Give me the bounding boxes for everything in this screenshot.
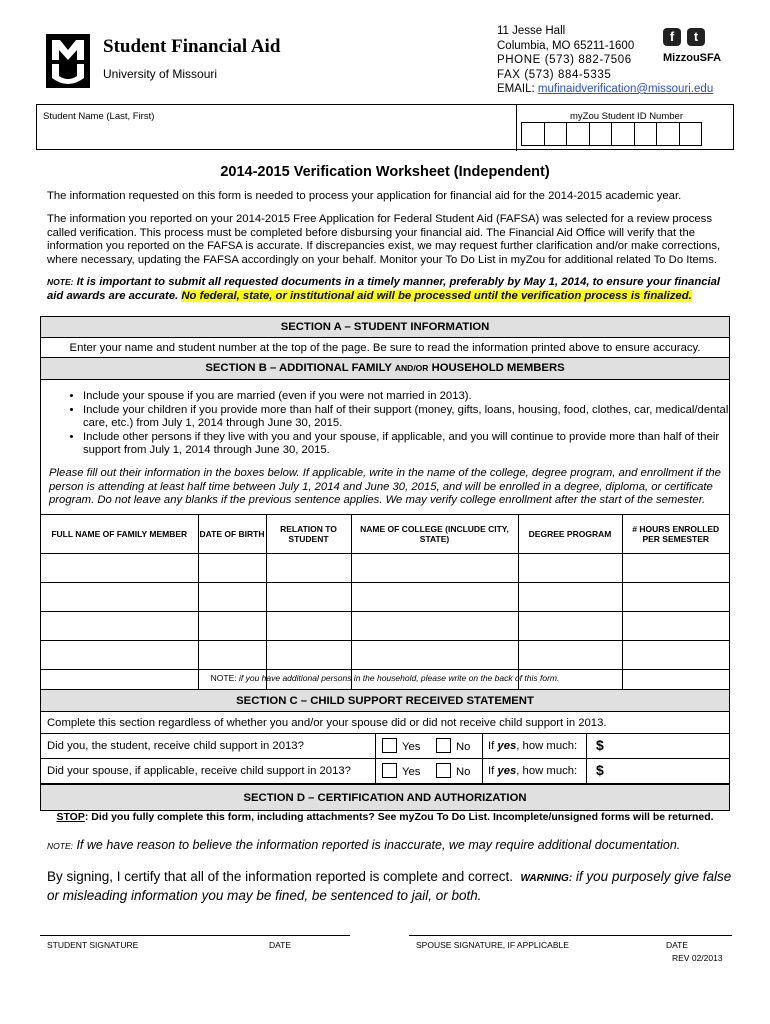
- table-note-label: NOTE:: [210, 673, 237, 683]
- table-cell[interactable]: [351, 554, 518, 583]
- table-row: [41, 612, 729, 641]
- deadline-note: [47, 276, 727, 303]
- question-student: Did you, the student, receive child support in 2013?: [47, 740, 304, 752]
- no-checkbox[interactable]: [436, 763, 451, 778]
- student-name-label: Student Name (Last, First): [43, 111, 155, 122]
- section-c-heading: SECTION C – CHILD SUPPORT RECEIVED STATEMENT: [41, 689, 729, 712]
- spouse-signature-label: SPOUSE SIGNATURE, IF APPLICABLE: [416, 940, 569, 950]
- amount-label: [488, 740, 577, 752]
- yes-checkbox[interactable]: [382, 738, 397, 753]
- table-note-text: if you have additional persons in the household, please write on the back of this form.: [236, 673, 560, 683]
- revision-label: REV 02/2013: [672, 953, 723, 963]
- spouse-date-label: DATE: [666, 940, 689, 950]
- section-b-heading-small: AND/OR: [394, 363, 429, 373]
- id-digit-cell[interactable]: [589, 122, 613, 146]
- table-cell[interactable]: [41, 641, 198, 670]
- stop-label: STOP: [56, 811, 85, 823]
- yes-label: Yes: [402, 766, 421, 778]
- id-digit-cell[interactable]: [566, 122, 590, 146]
- intro-paragraph-2: The information you reported on your 2014-2015 Free Application for Federal Student Aid (FAFSA) was selected for a review process called verification. This process must be completed before disbursing your financial aid. The Financial Aid Office will verify that the information you reported on the FAFSA is accurate. If discrepancies exist, we may request further clarification and/or make corrections, where necessary, updating the FAFSA accordingly on your behalf. Monitor your To Do List in myZou for additional related To Do Items.: [47, 213, 721, 266]
- child-support-row-spouse: [41, 759, 729, 784]
- table-header-row: [41, 515, 729, 554]
- household-instructions: Please fill out their information in the boxes below. If applicable, write in the name of the college, degree program, and enrollment if the person is attending at least half time between July 1, 2014 and June 30, 2015, and will be enrolled in a degree, diploma, or certificate program. Do not leave any blanks if the previous sentence applies. We may verify college enrollment after the start of the semester.: [49, 467, 721, 507]
- section-b-heading-pre: SECTION B – ADDITIONAL FAMILY: [205, 362, 395, 374]
- table-cell[interactable]: [198, 554, 266, 583]
- warning-text: if you purposely give false or misleading information you may be fined, be sentenced to jail, or both.: [47, 869, 732, 903]
- student-date-label: DATE: [269, 940, 292, 950]
- university-name: University of Missouri: [103, 67, 218, 81]
- id-digit-cell[interactable]: [544, 122, 568, 146]
- social-icons: [663, 28, 711, 46]
- address-line-2: Columbia, MO 65211-1600: [497, 39, 635, 52]
- col-header-college: NAME OF COLLEGE (INCLUDE CITY, STATE): [351, 515, 518, 554]
- table-note: [41, 673, 729, 683]
- email-label: EMAIL:: [497, 83, 535, 95]
- table-cell[interactable]: [351, 583, 518, 612]
- if-yes: yes: [497, 740, 517, 752]
- no-label: No: [456, 766, 471, 778]
- table-cell[interactable]: [266, 554, 351, 583]
- if-pre: If: [488, 740, 498, 752]
- divider: [375, 759, 376, 783]
- table-row: [41, 583, 729, 612]
- divider: [375, 734, 376, 758]
- documentation-note: [47, 838, 680, 852]
- student-id-cells[interactable]: [521, 122, 701, 146]
- note-text: If we have reason to believe the information reported is inaccurate, we may require additional documentation.: [72, 838, 681, 852]
- table-cell[interactable]: [351, 641, 518, 670]
- yes-checkbox[interactable]: [382, 763, 397, 778]
- student-info-box: [36, 104, 734, 150]
- table-cell[interactable]: [41, 554, 198, 583]
- section-d-heading: SECTION D – CERTIFICATION AND AUTHORIZATION: [41, 784, 729, 810]
- table-cell[interactable]: [518, 641, 622, 670]
- if-post: , how much:: [516, 740, 578, 752]
- table-cell[interactable]: [266, 583, 351, 612]
- table-cell[interactable]: [41, 612, 198, 641]
- cert-text: By signing, I certify that all of the information reported is complete and correct.: [47, 869, 513, 884]
- note-text: It is important to submit all requested documents in a timely manner, preferably by May 1, 2014, to ensure your financial aid awards are accurate.: [47, 276, 721, 302]
- table-cell[interactable]: [266, 641, 351, 670]
- table-cell[interactable]: [198, 641, 266, 670]
- id-digit-cell[interactable]: [679, 122, 703, 146]
- divider: [482, 734, 483, 758]
- household-bullets: [61, 390, 743, 458]
- section-a-heading: SECTION A – STUDENT INFORMATION: [41, 317, 729, 338]
- table-cell[interactable]: [622, 583, 729, 612]
- divider: [586, 759, 587, 783]
- page-title: 2014-2015 Verification Worksheet (Independent): [220, 164, 550, 180]
- id-digit-cell[interactable]: [634, 122, 658, 146]
- table-row: [41, 554, 729, 583]
- email-line: [497, 82, 713, 97]
- question-spouse: Did your spouse, if applicable, receive child support in 2013?: [47, 765, 351, 777]
- col-header-hours: # HOURS ENROLLED PER SEMESTER: [622, 515, 729, 554]
- table-cell[interactable]: [518, 583, 622, 612]
- list-item: • Include other persons if they live with you and your spouse, if applicable, and you will continue to provide more than half of their support from July 1, 2014 through June 30, 2015.: [83, 431, 743, 458]
- student-id-label: myZou Student ID Number: [570, 111, 683, 122]
- student-signature-label: STUDENT SIGNATURE: [47, 940, 139, 950]
- col-header-dob: DATE OF BIRTH: [198, 515, 266, 554]
- note-label: NOTE:: [47, 277, 74, 287]
- no-checkbox[interactable]: [436, 738, 451, 753]
- table-cell[interactable]: [198, 583, 266, 612]
- phone-line: PHONE (573) 882-7506: [497, 54, 632, 66]
- id-digit-cell[interactable]: [521, 122, 545, 146]
- yes-label: Yes: [402, 741, 421, 753]
- table-cell[interactable]: [518, 554, 622, 583]
- warning-label: WARNING:: [520, 873, 573, 884]
- table-cell[interactable]: [518, 612, 622, 641]
- intro-paragraph-1: The information requested on this form is needed to process your application for financial aid for the 2014-2015 academic year.: [47, 190, 682, 202]
- table-cell[interactable]: [622, 554, 729, 583]
- section-b-heading: [41, 358, 729, 380]
- table-row: [41, 641, 729, 670]
- col-header-name: FULL NAME OF FAMILY MEMBER: [41, 515, 198, 554]
- table-cell[interactable]: [198, 612, 266, 641]
- amount-label: [488, 765, 577, 777]
- spouse-signature-line[interactable]: [409, 935, 732, 936]
- note-highlight: No federal, state, or institutional aid will be processed until the verification process is finalized.: [181, 289, 692, 302]
- col-header-relation: RELATION TO STUDENT: [266, 515, 351, 554]
- form-sections: [40, 316, 730, 811]
- section-a-text: Enter your name and student number at the top of the page. Be sure to read the information printed above to ensure accuracy.: [41, 338, 729, 358]
- table-cell[interactable]: [41, 583, 198, 612]
- if-pre: If: [488, 765, 498, 777]
- facebook-icon[interactable]: f: [663, 28, 681, 46]
- twitter-icon[interactable]: t: [687, 28, 705, 46]
- fax-line: FAX (573) 884-5335: [497, 68, 612, 81]
- section-c-intro: Complete this section regardless of whether you and/or your spouse did or did not receive child support in 2013.: [41, 712, 729, 734]
- student-signature-line[interactable]: [40, 935, 350, 936]
- stop-notice: [0, 811, 770, 823]
- logo-mu-icon: [46, 34, 90, 88]
- if-yes: yes: [497, 765, 517, 777]
- divider: [482, 759, 483, 783]
- table-cell[interactable]: [266, 612, 351, 641]
- student-id-area: [516, 105, 736, 151]
- note-label: NOTE:: [47, 841, 73, 851]
- id-digit-cell[interactable]: [656, 122, 680, 146]
- no-label: No: [456, 741, 471, 753]
- section-b-heading-post: HOUSEHOLD MEMBERS: [428, 362, 565, 374]
- if-post: , how much:: [516, 765, 578, 777]
- divider: [586, 734, 587, 758]
- address-line-1: 11 Jesse Hall: [497, 25, 566, 37]
- dollar-sign: $: [596, 737, 604, 753]
- certification-statement: [47, 868, 737, 904]
- table-cell[interactable]: [351, 612, 518, 641]
- id-digit-cell[interactable]: [611, 122, 635, 146]
- list-item: • Include your children if you provide more than half of their support (money, gifts, loans, housing, food, clothes, car, medical/dental care, etc.) from July 1, 2014 through June 30, 2015.: [83, 404, 743, 431]
- child-support-row-student: [41, 734, 729, 759]
- social-handle: MizzouSFA: [663, 52, 722, 64]
- email-link[interactable]: mufinaidverification@missouri.edu: [537, 83, 714, 95]
- list-item: • Include your spouse if you are married (even if you were not married in 2013).: [83, 390, 743, 404]
- col-header-degree: DEGREE PROGRAM: [518, 515, 622, 554]
- dollar-sign: $: [596, 762, 604, 778]
- org-name: Student Financial Aid: [103, 36, 281, 57]
- household-table: [41, 514, 729, 699]
- table-cell[interactable]: [622, 612, 729, 641]
- stop-text: : Did you fully complete this form, including attachments? See myZou To Do List. Incomplete/unsigned forms will be returned.: [84, 811, 714, 823]
- table-cell[interactable]: [622, 641, 729, 670]
